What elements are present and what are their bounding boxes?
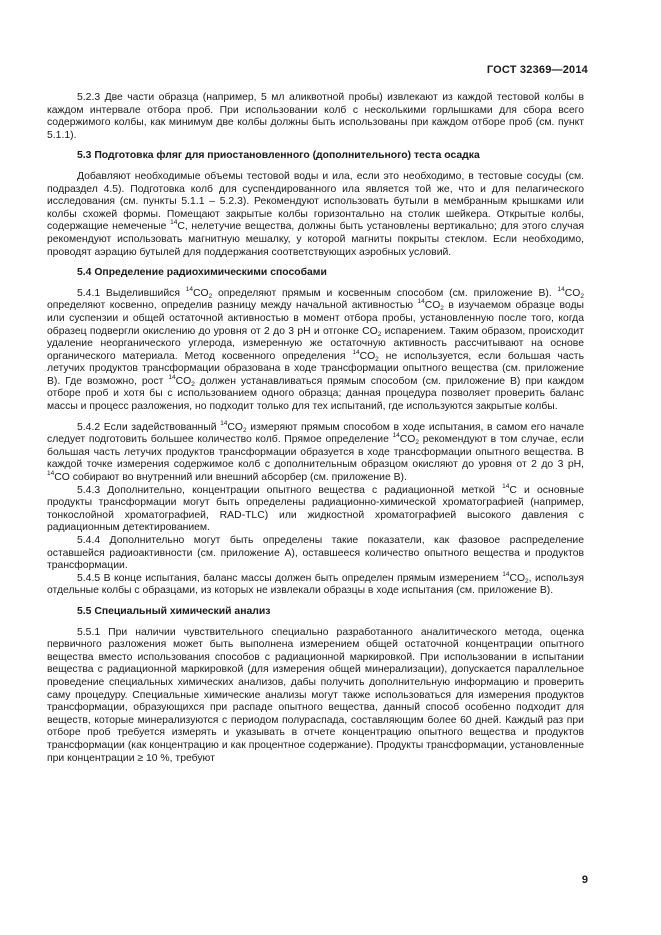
section-heading-5-3: 5.3 Подготовка фляг для приостановленного (дополнительного) теста осадка — [77, 150, 480, 162]
paragraph-5-5-1: 5.5.1 При наличии чувствительного специально разработанного аналитического метода, оценка первичного разложения может быть выполнена измерением общей остаточной концентрации опытного вещества вместо использования способов с радиационной маркировкой. При использовании в испытании вещества с радиационной маркировкой (для измерения общей минерализации), допускается параллельное проведение специальных химических анализов, дабы получить дополнительную информацию и проверить саму процедуру. Специальные химические анализы могут также использоваться для измерения продуктов трансформации, образующихся при распаде опытного вещества, данный способ особенно подходит для веществ, которые минерализуются с периодом полураспада, составляющим более 60 дней. Каждый раз при отборе проб требуется измерять и указывать в отчете концентрацию опытного вещества и продуктов трансформации (как концентрацию и как процентное содержание). Продукты трансформации, установленные при концентрации ≥ 10 %, требуют — [47, 626, 584, 764]
document-body — [47, 92, 584, 765]
standard-header: ГОСТ 32369—2014 — [486, 64, 588, 76]
section-heading-5-5: 5.5 Специальный химический анализ — [77, 605, 271, 617]
paragraph-5-4-3: 5.4.3 Дополнительно, концентрации опытного вещества с радиационной меткой $^{14}$C и основные продукты трансформации могут быть определены радиационно-химической хроматографией (например, тонкослойной хроматографией, RAD-TLC) или жидкостной хроматографией высокого давления с радиационным детектированием. — [47, 482, 584, 534]
paragraph-5-3: Добавляют необходимые объемы тестовой воды и ила, если это необходимо, в тестовые сосуды (см. подраздел 4.5). Подготовка колб для суспендированного ила является той же, что и для пелагического исследования (см. пункты 5.1.1 – 5.2.3). Рекомендуют использовать бутыли в мембранным крышками или колбы схожей формы. Помещают закрытые колбы горизонтально на столик шейкера. Открытые колбы, содержащие немеченые $^{14}$C, нелетучие вещества, должны быть установлены вертикально; для этого случая рекомендуют использовать магнитную мешалку, у которой магниты покрыты стеклом. Если необходимо, проводят аэрацию бутылей для поддержания соответствующих аэробных условий. — [47, 170, 584, 258]
section-heading-5-4: 5.4 Определение радиохимическими способами — [77, 267, 327, 279]
paragraph-5-2-3: 5.2.3 Две части образца (например, 5 мл аликвотной пробы) извлекают из каждой тестовой колбы в каждом интервале отбора проб. При использовании колб с несколькими горлышками для сбора всего содержимого колбы, как минимум две колбы должны быть использованы при каждом отборе проб (см. пункт 5.1.1). — [47, 92, 584, 141]
paragraph-5-4-2: 5.4.2 Если задействованный $^{14}CO_2$ измеряют прямым способом в ходе испытания, в самом его начале следует подготовить большее количество колб. Прямое определение $^{14}CO_2$ рекомендуют в том случае, если большая часть летучих продуктов трансформации образуется в ходе трансформации опытного вещества. В каждой точке измерения содержимое колб с дополнительным образцом окисляют до уровня от 2 до 3 pH, $^{14}$CO собирают во внутренний или внешний абсорбер (см. приложение В). — [47, 419, 584, 484]
paragraph-5-4-4: 5.4.4 Дополнительно могут быть определены такие показатели, как фазовое распределение оставшейся радиоактивности (см. приложение А), оставшееся количество опытного вещества и продуктов трансформации. — [47, 535, 584, 572]
paragraph-5-4-5: 5.4.5 В конце испытания, баланс массы должен быть определен прямым измерением $^{14}CO_2$, используя отдельные колбы с образцами, из которых не извлекали образцы в ходе испытания (см. приложение В). — [47, 570, 585, 597]
page-number: 9 — [581, 874, 588, 886]
paragraph-5-4-1: 5.4.1 Выделившийся $^{14}CO_2$ определяют прямым и косвенным способом (см. приложение В). $^{14}CO_2$ определяют косвенно, определив разницу между начальной активностью $^{14}CO_2$ в изучаемом образце воды или суспензии и общей остаточной активностью в момент отбора пробы, установленную после того, когда образец подвергли окислению до уровня от 2 до 3 pH и отгонке $CO_2$ испарением. Таким образом, происходит удаление неорганического углерода, измеренную же остаточную активность рассчитывают на основе органического материала. Метод косвенного определения $^{14}CO_2$ не используется, если большая часть летучих продуктов трансформации образована в ходе трансформации опытного вещества (см. приложение В). Где возможно, рост $^{14}CO_2$ должен устанавливаться прямым способом (см. приложение В) при каждом отборе проб и хотя бы с использованием одного образца; данная процедура позволяет проверить баланс массы и процесс разложения, но подходит только для тех испытаний, где используются закрытые колбы. — [47, 285, 584, 413]
